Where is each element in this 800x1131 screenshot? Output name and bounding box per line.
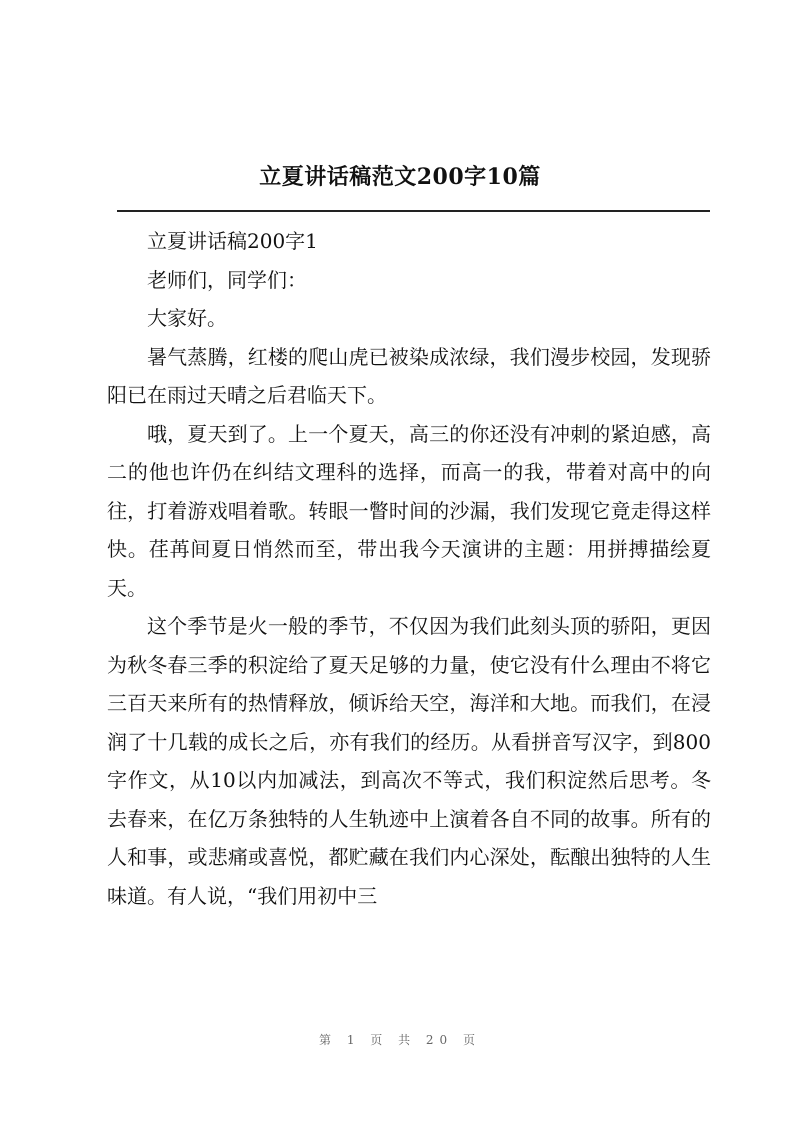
body-paragraph: 暑气蒸腾，红楼的爬山虎已被染成浓绿，我们漫步校园，发现骄阳已在雨过天晴之后君临天下。 [107, 344, 711, 407]
section-heading: 立夏讲话稿200字1 [147, 229, 318, 253]
salutation: 老师们，同学们： [147, 267, 307, 292]
page-number: 第 1 页 共 20 页 [319, 1033, 481, 1047]
body-paragraph: 这个季节是火一般的季节，不仅因为我们此刻头顶的骄阳，更因为秋冬春三季的积淀给了夏天足够的力量，使它没有什么理由不将它三百天来所有的热情释放，倾诉给天空，海洋和大地。而我们，在浸润了十几载的成长之后，亦有我们的经历。从看拼音写汉字，到800字作文，从10以内加减法，到高次不等式，我们积淀然后思考。冬去春来，在亿万条独特的人生轨迹中上演着各自不同的故事。所有的人和事，或悲痛或喜悦，都贮藏在我们内心深处，酝酿出独特的人生味道。有人说，“我们用初中三 [107, 614, 711, 908]
greeting: 大家好。 [147, 306, 227, 330]
document-body [107, 222, 711, 915]
title-divider [117, 210, 710, 212]
document-title: 立夏讲话稿范文200字10篇 [259, 164, 541, 190]
body-paragraph: 哦，夏天到了。上一个夏天，高三的你还没有冲刺的紧迫感，高二的他也许仍在纠结文理科的选择，而高一的我，带着对高中的向往，打着游戏唱着歌。转眼一瞥时间的沙漏，我们发现它竟走得这样快。荏苒间夏日悄然而至，带出我今天演讲的主题：用拼搏描绘夏天。 [107, 421, 711, 600]
